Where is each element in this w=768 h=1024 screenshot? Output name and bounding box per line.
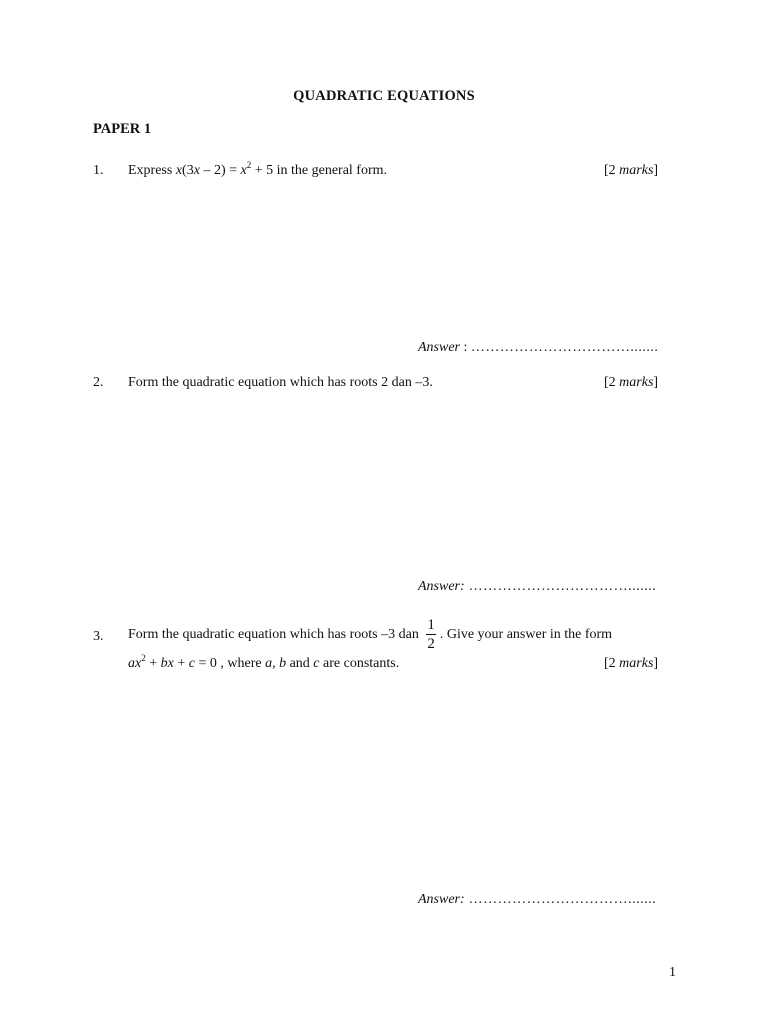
q3-constants: are constants. [319, 656, 400, 671]
q3-a-b: a, b [265, 656, 287, 671]
q1-marks-open: [2 [604, 163, 620, 178]
q3-ax: ax [128, 656, 142, 671]
q1-exponent: 2 [246, 160, 252, 170]
question-3-number: 3. [93, 629, 104, 644]
q1-answer-label: Answer [418, 340, 460, 355]
question-1-marks [604, 163, 658, 179]
q1-expr-g: + 5 [251, 163, 274, 178]
q3-fraction-numerator: 1 [427, 617, 435, 633]
q3-marks-open: [2 [604, 656, 620, 671]
question-1-pre: Express [128, 163, 176, 178]
q1-marks-word: marks [619, 163, 654, 178]
question-2-number: 2. [93, 375, 104, 390]
q3-line1-pre: Form the quadratic equation which has roots –3 dan [128, 627, 423, 643]
q3-marks-word: marks [619, 656, 654, 671]
question-3-line-2 [128, 653, 400, 672]
q2-marks-open: [2 [604, 375, 620, 390]
page-title: QUADRATIC EQUATIONS [293, 88, 475, 104]
q2-answer-dots: ……………………………....... [464, 579, 657, 594]
question-3-answer-line [418, 892, 656, 908]
q3-exponent: 2 [141, 653, 146, 663]
question-3-line-1 [128, 618, 612, 652]
q1-var-x: x [175, 163, 183, 178]
q3-bx: bx [160, 656, 174, 671]
q3-answer-label: Answer: [418, 892, 465, 907]
q3-plus-2: + [173, 656, 189, 671]
q3-c-const: c [313, 656, 320, 671]
q2-answer-label: Answer: [418, 579, 465, 594]
question-2-text: Form the quadratic equation which has roots 2 dan –3. [128, 375, 433, 390]
question-1-post: in the general form. [273, 163, 388, 178]
question-2-answer-line [418, 579, 656, 595]
q2-marks-close: ] [653, 375, 659, 390]
q3-plus-1: + [145, 656, 161, 671]
q1-expr-b: (3 [182, 163, 194, 178]
q3-and: and [286, 656, 314, 671]
paper-heading: PAPER 1 [93, 121, 152, 137]
q2-marks-word: marks [619, 375, 654, 390]
page-number: 1 [669, 965, 676, 980]
q3-equals-zero: = 0 [194, 656, 217, 671]
question-2-marks [604, 375, 658, 391]
q1-var-x3: x [240, 163, 247, 178]
q1-expr-d: – 2) = [199, 163, 241, 178]
q3-c: c [188, 656, 195, 671]
q3-where: , where [216, 656, 266, 671]
q3-marks-close: ] [653, 656, 659, 671]
q1-marks-close: ] [653, 163, 659, 178]
question-1-text [128, 160, 388, 179]
q3-answer-dots: ……………………………....... [464, 892, 657, 907]
q1-answer-dots: ……………………………....... [470, 340, 659, 355]
q3-fraction [426, 618, 436, 652]
q1-var-x2: x [193, 163, 200, 178]
question-3-marks [604, 656, 658, 672]
q3-fraction-denominator: 2 [427, 636, 435, 652]
q1-answer-sep: : [460, 340, 471, 355]
question-1-number: 1. [93, 163, 104, 178]
question-1-answer-line [418, 340, 658, 356]
q3-line1-post: . Give your answer in the form [439, 627, 613, 643]
